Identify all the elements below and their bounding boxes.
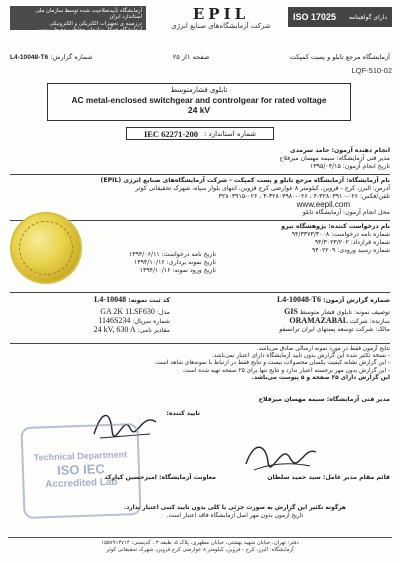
lab-info [92, 177, 390, 217]
tech-manager-sign [190, 396, 390, 404]
lab-name: آزمایشگاه مرجع تابلو و پست کمپکت [289, 53, 390, 61]
report-value: L4-10048-T6 [276, 295, 321, 304]
title-box [47, 83, 351, 121]
footer [8, 537, 392, 562]
report-number [10, 53, 92, 61]
lab-info-name: نام آزمایشگاه: آزمایشگاه مرجع تابلو و پست کمپکت - شرکت آزمایشگاه‌های صنایع انرژی (EPIL) [100, 177, 390, 184]
report-number-label: شماره گزارش: [50, 53, 93, 61]
request-info [204, 223, 390, 255]
divider [10, 174, 390, 175]
note: - نسخه تکثیر شده این گزارش بدون تایید آزمایشگاه دارای اعتبار نمی‌باشد. [211, 353, 390, 360]
sample-left [10, 296, 170, 335]
serial-value: 1146S234 [98, 316, 131, 325]
accreditation-badge [10, 6, 146, 34]
sampling-date: تاریخ نمونه برداری: ۱۳۹۴/۱۰/۱۶ [133, 259, 216, 266]
title-fa: تابلوی فشارمتوسط [170, 86, 228, 94]
sample-desc-value: GIS [284, 307, 298, 316]
warning [80, 504, 390, 520]
report-line [10, 51, 390, 63]
warning-line: تاریخ آزمون بدون مهر اصل آزمایشگاه فاقد اعتبار است. [166, 513, 304, 519]
manager-sign [220, 474, 390, 482]
standard-box [126, 127, 274, 140]
badge-line: آزمایشگاه تأییدصلاحیت شده توسط سازمان ملی استاندارد ایران [35, 8, 142, 21]
request-number: شماره نامه درخواست: ۹۴/۳۳۷۳/۳۰۰۸ [291, 231, 390, 238]
embossed-seal-icon [10, 212, 82, 284]
stamp-line: ISO IEC [56, 461, 106, 478]
stamp-line: Accredited Lab [45, 476, 118, 491]
logo-word: EPIL [192, 5, 250, 23]
receipt-number: شماره رسید ورودی: ۹۴۰۲۲۰۹ [312, 247, 390, 254]
warning-line: هرگونه تکثیر این گزارش به صورت جزئی یا کلی بدون تایید کتبی اعتبار ندارد. [123, 505, 347, 511]
iso-badge [288, 7, 392, 27]
test-info [204, 147, 390, 171]
tech-manager: مدیر فنی آزمایشگاه: سیمه مهسان میرفلاح [279, 155, 390, 162]
serial-label: شماره سریال: [132, 318, 170, 325]
standard-label: شماره استاندارد : [204, 129, 257, 138]
receipt-date: تاریخ ورود نمونه: ۱۳۹۴/۱۰/۱۶ [139, 267, 216, 274]
notes [10, 346, 390, 382]
test-place: محل انجام آزمون: آزمایشگاه تابلو [302, 209, 390, 216]
maker-value: ORAMAZABAL [289, 316, 349, 325]
title-en: AC metal-enclosed switchgear and controlgear for rated voltage [71, 95, 327, 105]
pages-note: این گزارش دارای ۲۵ صفحه و ۵ پیوست می‌باشد. [251, 374, 390, 381]
approver-label-text: تایید کننده: [166, 410, 200, 417]
lab-phone: تلفن/فکس: ۰۲۶-۳۲۸۰۳۹۱۰-۴ ، ۰۲۶-۳۲۸۰۳۹۸۰-۴ ، ۰۲۶-۳۲۸۰۳۹۱۵ [218, 193, 390, 200]
maker-label: سازنده: شرکت [350, 318, 390, 325]
sample-code-label: کد ثبت نمونه: [128, 297, 170, 304]
model-value: GA 2K 1LSF630 [100, 307, 155, 316]
badge-line: آزمایشگاه همکار سازمان حفاظت محیط زیست [37, 27, 142, 34]
note: نتایج آزمون فقط در مورد نمونه ارسالی صادق می‌باشد. [256, 346, 390, 352]
sample-code-value: L4-10048 [94, 295, 127, 304]
performer: انجام دهنده آزمون: حامد سرمدی [290, 147, 390, 154]
sample-desc-label: توصیف نمونه: تابلوی فشار متوسط [299, 309, 390, 316]
header [10, 6, 392, 36]
test-date: تاریخ انجام آزمون: ۱۳۹۵/۰۴/۱۵ [310, 163, 390, 170]
manager-line: قائم مقام مدیر عامل: سید حمید سلطان [267, 474, 390, 481]
divider [10, 343, 390, 344]
divider [10, 292, 390, 293]
standard-value: IEC 62271-200 [143, 128, 199, 139]
lab-address: آدرس: البرز، کرج - قزوین، کیلومتر ۸ عوارضی کرج قزوین، انتهای بلوار سپاه، شهرک تحقیقاتی کوثر [135, 185, 390, 192]
sample-right [204, 296, 390, 334]
contract-number: شماره قرارداد: ۹۴/۳۰۲۳/۲۰۲ [314, 239, 390, 246]
deputy-sign [96, 474, 216, 482]
epil-logo [156, 6, 286, 36]
iso-label: ISO 17025 [293, 12, 337, 22]
date-info [96, 251, 216, 275]
report-number-value: L4-10048-T6 [10, 54, 49, 61]
tech-manager-line: مدیر فنی آزمایشگاه: سیمه مهسان میرفلاح [258, 396, 390, 403]
ratings-value: 24 kV, 630 A [93, 325, 136, 334]
footer-line: آزمایشگاه: البرز، کرج - قزوین، کیلومتر ۸ عوارضی کرج قزوین، شهرک تحقیقاتی کوثر [106, 547, 294, 553]
deputy-line: معاونت آزمایشگاه: امیرحسین کیارکد [104, 474, 216, 481]
footer-line: دفتر: تهران، خیابان شهید بهشتی، خیابان مطهری، پلاک ۵، طبقه ۳ ، کدپستی: ۱۵۵۷۹۱۳۷۱۴ [101, 540, 299, 546]
stamp-line: Technical Department [33, 449, 128, 463]
owner: مالک: شرکت توسعه پستهای ایران ترانسفو [279, 326, 390, 333]
ratings-label: مقادیر نامی: [137, 327, 170, 334]
model-label: مدل: [156, 309, 170, 316]
badge-line: درزمینه ی تجهیزات الکتریکی و الکترونیکی [49, 20, 142, 27]
report-label: شماره گزارش آزمون: [323, 297, 390, 304]
requester: نام درخواست کننده: پژوهشگاه نیرو [281, 223, 390, 230]
iso-caption: دارای گواهینامه [348, 13, 387, 21]
logo-subtitle: شرکت آزمایشگاه‌های صنایع انرژی [171, 22, 271, 30]
note: - این گزارش نشانه کیفیت یکسان محصولات نیست و نتایج فقط در ارتباط با نمونه‌های شاهد است. [154, 360, 390, 367]
title-en-voltage: 24 kV [188, 105, 210, 115]
page-label: صفحه ۱از ۲۵ [172, 53, 210, 61]
document-code: LQF-510-02 [351, 66, 392, 75]
note: - این گزارش بدون مهر برجسته اعتبار ندارد و نتایج تنها برای ۲۵ صفحه تهیه شده است. [182, 367, 390, 374]
lab-website: www.eepil.com [296, 200, 350, 209]
request-date: تاریخ نامه درخواست: ۱۳۹۴/۰۶/۱۱ [128, 251, 216, 258]
signature-icon [240, 436, 320, 476]
